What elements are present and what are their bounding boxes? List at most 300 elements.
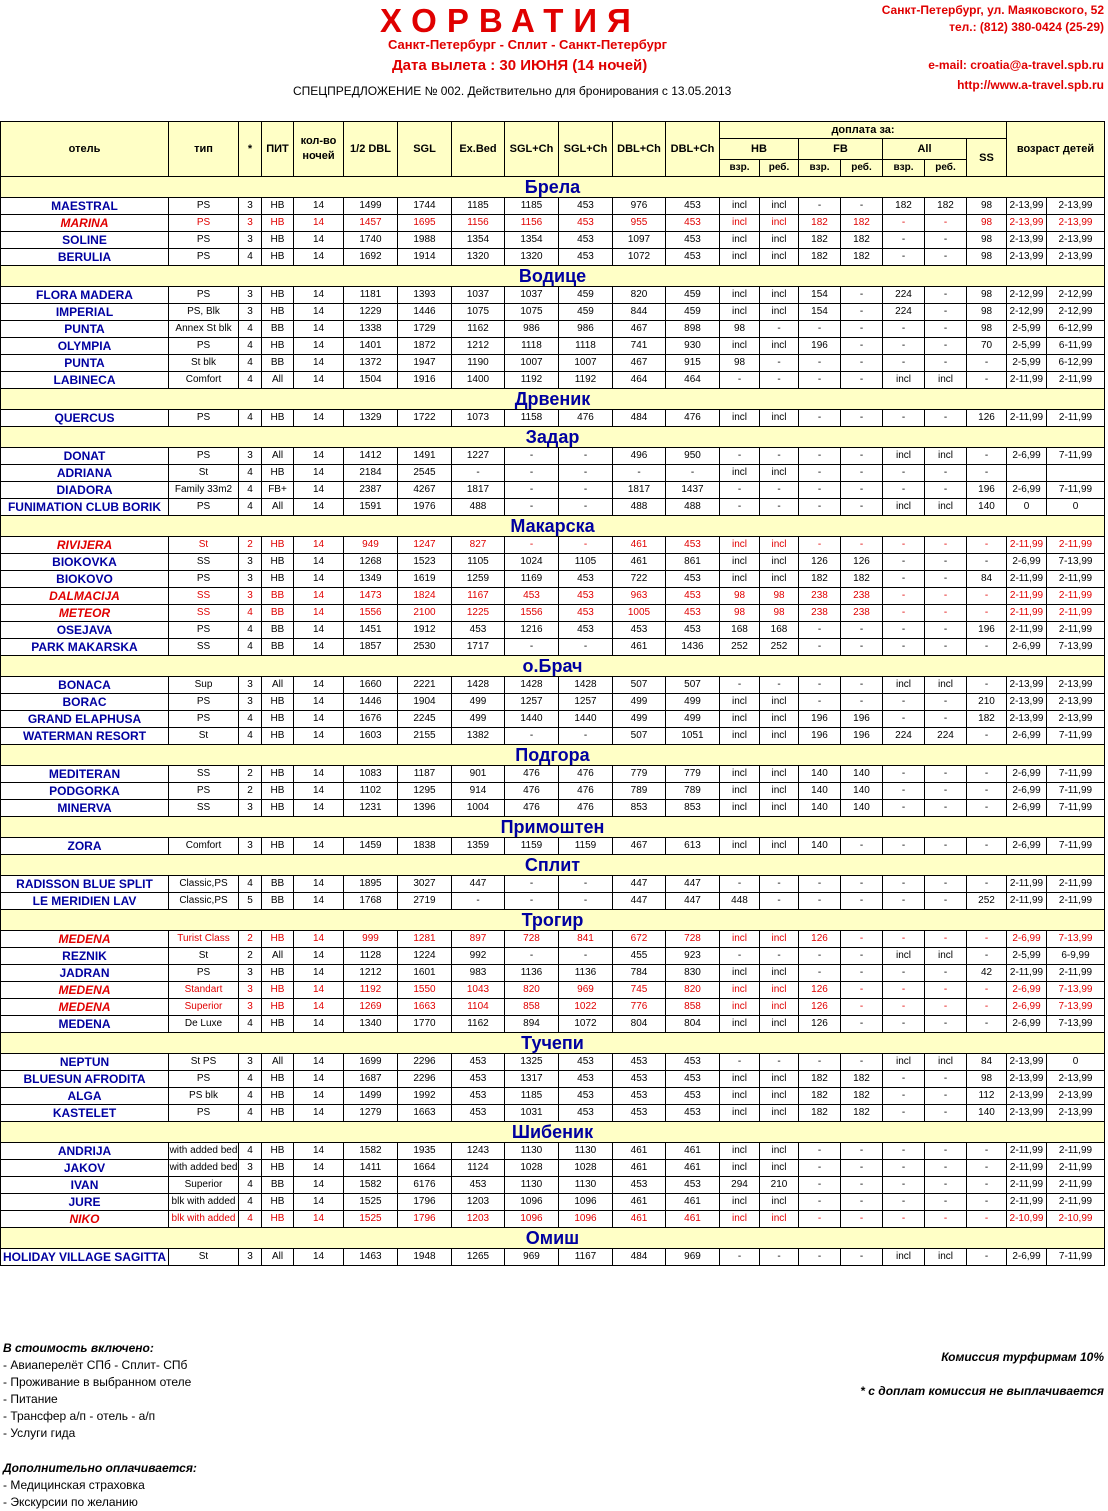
hotel-row: [1, 893, 1105, 910]
all-child: -: [925, 232, 967, 249]
fb-child: 238: [841, 605, 883, 622]
price-sgl: 2245: [398, 711, 452, 728]
all-adult: -: [883, 1016, 925, 1033]
region-row: [1, 516, 1105, 537]
phone: тел.: (812) 380-0424 (25-29): [949, 20, 1104, 34]
price-dbl-ch-1: 672: [613, 931, 666, 948]
price-sgl: 2296: [398, 1054, 452, 1071]
price-sgl-ch-2: 453: [559, 1088, 613, 1105]
hotel-name: METEOR: [1, 605, 169, 622]
hotel-name: BIOKOVO: [1, 571, 169, 588]
price-exbed: 1203: [452, 1194, 505, 1211]
hotel-name: MEDENA: [1, 982, 169, 999]
price-dbl-ch-2: 779: [666, 766, 720, 783]
nights: 14: [294, 1105, 344, 1122]
price-sgl-ch-1: 858: [505, 999, 559, 1016]
price-exbed: 827: [452, 537, 505, 554]
region-row: [1, 427, 1105, 448]
price-dbl-ch-1: 499: [613, 711, 666, 728]
price-sgl: 1663: [398, 999, 452, 1016]
website-link[interactable]: http://www.a-travel.spb.ru: [957, 78, 1104, 92]
all-adult: incl: [883, 677, 925, 694]
child-age-1: 2-13,99: [1007, 1071, 1047, 1088]
departure-date: Дата вылета : 30 ИЮНЯ (14 ночей): [392, 57, 648, 74]
ss: -: [967, 465, 1007, 482]
fb-adult: 154: [799, 304, 841, 321]
all-adult: incl: [883, 948, 925, 965]
price-half-dbl: 1401: [344, 338, 398, 355]
hb-adult: incl: [720, 215, 760, 232]
meal: All: [262, 1054, 294, 1071]
price-dbl-ch-1: 507: [613, 677, 666, 694]
fb-adult: -: [799, 372, 841, 389]
region-name: Шибеник: [1, 1122, 1105, 1143]
meal: HB: [262, 198, 294, 215]
price-sgl-ch-1: 1156: [505, 215, 559, 232]
meal: HB: [262, 1105, 294, 1122]
region-row: [1, 266, 1105, 287]
fb-adult: -: [799, 465, 841, 482]
price-sgl-ch-1: 453: [505, 588, 559, 605]
room-type: Standart: [169, 982, 239, 999]
all-adult: incl: [883, 372, 925, 389]
child-age-2: 7-13,99: [1047, 1016, 1105, 1033]
price-sgl: 1914: [398, 249, 452, 266]
price-dbl-ch-1: 722: [613, 571, 666, 588]
price-sgl: 1446: [398, 304, 452, 321]
meal: HB: [262, 711, 294, 728]
price-sgl: 2100: [398, 605, 452, 622]
price-dbl-ch-1: 1817: [613, 482, 666, 499]
room-type: PS: [169, 215, 239, 232]
price-sgl-ch-2: 1192: [559, 372, 613, 389]
fb-child: -: [841, 876, 883, 893]
price-dbl-ch-1: 779: [613, 766, 666, 783]
ss: 98: [967, 287, 1007, 304]
room-type: SS: [169, 766, 239, 783]
price-dbl-ch-2: 453: [666, 1177, 720, 1194]
hotel-name: SOLINE: [1, 232, 169, 249]
price-sgl-ch-2: 453: [559, 1105, 613, 1122]
fb-adult: 126: [799, 1016, 841, 1033]
hotel-row: [1, 321, 1105, 338]
price-half-dbl: 1660: [344, 677, 398, 694]
fb-adult: 126: [799, 999, 841, 1016]
ss: 98: [967, 321, 1007, 338]
price-dbl-ch-1: 741: [613, 338, 666, 355]
child-age-1: 2-6,99: [1007, 1016, 1047, 1033]
price-sgl: 2296: [398, 1071, 452, 1088]
price-sgl-ch-2: -: [559, 499, 613, 516]
price-dbl-ch-1: 467: [613, 838, 666, 855]
room-type: PS: [169, 232, 239, 249]
extra-item: - Экскурсии по желанию: [3, 1495, 138, 1509]
price-half-dbl: 1740: [344, 232, 398, 249]
meal: HB: [262, 537, 294, 554]
price-sgl-ch-2: 1096: [559, 1194, 613, 1211]
all-child: -: [925, 1016, 967, 1033]
hb-child: -: [760, 1054, 799, 1071]
child-age-2: 7-13,99: [1047, 639, 1105, 656]
nights: 14: [294, 982, 344, 999]
price-sgl-ch-1: 1037: [505, 287, 559, 304]
fb-child: -: [841, 639, 883, 656]
price-sgl: 1187: [398, 766, 452, 783]
price-sgl-ch-1: 1169: [505, 571, 559, 588]
price-exbed: 1265: [452, 1249, 505, 1266]
child-age-1: 2-13,99: [1007, 694, 1047, 711]
fb-child: 182: [841, 215, 883, 232]
price-half-dbl: 2387: [344, 482, 398, 499]
hb-adult: incl: [720, 982, 760, 999]
ss: 98: [967, 198, 1007, 215]
price-dbl-ch-2: 915: [666, 355, 720, 372]
price-dbl-ch-2: 830: [666, 965, 720, 982]
meal: FB+: [262, 482, 294, 499]
hotel-name: KASTELET: [1, 1105, 169, 1122]
room-type: PS: [169, 448, 239, 465]
all-adult: -: [883, 249, 925, 266]
price-sgl: 1601: [398, 965, 452, 982]
child-age-1: 2-13,99: [1007, 232, 1047, 249]
all-child: -: [925, 1194, 967, 1211]
email-link[interactable]: e-mail: croatia@a-travel.spb.ru: [928, 58, 1104, 72]
fb-child: 238: [841, 588, 883, 605]
price-sgl: 1872: [398, 338, 452, 355]
price-sgl: 2530: [398, 639, 452, 656]
price-sgl-ch-2: 459: [559, 287, 613, 304]
all-child: -: [925, 639, 967, 656]
hotel-row: [1, 232, 1105, 249]
hotel-row: [1, 249, 1105, 266]
price-dbl-ch-2: 464: [666, 372, 720, 389]
price-sgl-ch-1: 1185: [505, 1088, 559, 1105]
hb-adult: incl: [720, 1105, 760, 1122]
room-type: PS: [169, 694, 239, 711]
hotel-name: MEDENA: [1, 931, 169, 948]
stars: 4: [239, 711, 262, 728]
hb-adult: -: [720, 372, 760, 389]
fb-adult: 182: [799, 249, 841, 266]
meal: All: [262, 499, 294, 516]
all-adult: -: [883, 321, 925, 338]
stars: 3: [239, 554, 262, 571]
nights: 14: [294, 1160, 344, 1177]
ss: -: [967, 588, 1007, 605]
child-age-1: 2-11,99: [1007, 1177, 1047, 1194]
hb-adult: -: [720, 677, 760, 694]
price-exbed: 1162: [452, 1016, 505, 1033]
hb-adult: 252: [720, 639, 760, 656]
price-dbl-ch-2: 923: [666, 948, 720, 965]
region-name: Подгора: [1, 745, 1105, 766]
stars: 4: [239, 1071, 262, 1088]
price-exbed: 1382: [452, 728, 505, 745]
fb-child: -: [841, 1016, 883, 1033]
hotel-name: REZNIK: [1, 948, 169, 965]
stars: 3: [239, 198, 262, 215]
fb-adult: -: [799, 677, 841, 694]
fb-child: -: [841, 1211, 883, 1228]
child-age-2: 7-13,99: [1047, 982, 1105, 999]
price-sgl-ch-1: 1185: [505, 198, 559, 215]
hb-adult: incl: [720, 965, 760, 982]
price-sgl-ch-1: 728: [505, 931, 559, 948]
price-sgl-ch-1: 1007: [505, 355, 559, 372]
fb-adult: 196: [799, 711, 841, 728]
price-sgl-ch-1: 1317: [505, 1071, 559, 1088]
ss: -: [967, 783, 1007, 800]
nights: 14: [294, 537, 344, 554]
child-age-2: 7-13,99: [1047, 931, 1105, 948]
room-type: PS: [169, 249, 239, 266]
included-item: - Авиаперелёт СПб - Сплит- СПб: [3, 1358, 188, 1372]
hotel-name: OSEJAVA: [1, 622, 169, 639]
price-sgl-ch-2: 476: [559, 766, 613, 783]
all-child: -: [925, 711, 967, 728]
price-half-dbl: 1229: [344, 304, 398, 321]
hotel-row: [1, 355, 1105, 372]
child-age-1: [1007, 465, 1047, 482]
price-half-dbl: 1556: [344, 605, 398, 622]
room-type: SS: [169, 605, 239, 622]
price-sgl-ch-2: -: [559, 728, 613, 745]
child-age-1: 2-11,99: [1007, 876, 1047, 893]
fb-child: -: [841, 482, 883, 499]
fb-child: 126: [841, 554, 883, 571]
price-sgl-ch-1: 476: [505, 766, 559, 783]
hotel-name: FLORA MADERA: [1, 287, 169, 304]
price-exbed: 1162: [452, 321, 505, 338]
stars: 5: [239, 893, 262, 910]
price-dbl-ch-2: 1051: [666, 728, 720, 745]
child-age-2: 2-11,99: [1047, 893, 1105, 910]
price-sgl: 1695: [398, 215, 452, 232]
hb-child: -: [760, 1249, 799, 1266]
price-half-dbl: 1582: [344, 1177, 398, 1194]
fb-child: 182: [841, 232, 883, 249]
all-adult: -: [883, 537, 925, 554]
stars: 4: [239, 1177, 262, 1194]
hb-adult: 168: [720, 622, 760, 639]
hotel-name: FUNIMATION CLUB BORIK: [1, 499, 169, 516]
child-age-2: 2-13,99: [1047, 198, 1105, 215]
nights: 14: [294, 571, 344, 588]
hb-adult: incl: [720, 766, 760, 783]
hb-child: incl: [760, 1016, 799, 1033]
room-type: De Luxe: [169, 1016, 239, 1033]
price-sgl-ch-2: -: [559, 893, 613, 910]
price-sgl-ch-1: 1136: [505, 965, 559, 982]
price-sgl-ch-1: -: [505, 482, 559, 499]
hotel-row: [1, 571, 1105, 588]
hotel-name: IVAN: [1, 1177, 169, 1194]
col-meal: ПИТ: [262, 122, 294, 177]
price-half-dbl: 1349: [344, 571, 398, 588]
price-exbed: 914: [452, 783, 505, 800]
price-dbl-ch-1: 461: [613, 639, 666, 656]
meal: HB: [262, 1088, 294, 1105]
fb-child: 196: [841, 728, 883, 745]
price-sgl-ch-1: 1440: [505, 711, 559, 728]
nights: 14: [294, 838, 344, 855]
ss: 210: [967, 694, 1007, 711]
ss: 112: [967, 1088, 1007, 1105]
hotel-name: PUNTA: [1, 321, 169, 338]
hb-child: incl: [760, 1160, 799, 1177]
all-adult: -: [883, 838, 925, 855]
hotel-name: BLUESUN AFRODITA: [1, 1071, 169, 1088]
price-sgl-ch-2: -: [559, 639, 613, 656]
fb-child: -: [841, 694, 883, 711]
room-type: Comfort: [169, 372, 239, 389]
ss: 84: [967, 571, 1007, 588]
hotel-row: [1, 876, 1105, 893]
price-half-dbl: 1269: [344, 999, 398, 1016]
child-age-2: 2-11,99: [1047, 571, 1105, 588]
hb-adult: -: [720, 482, 760, 499]
room-type: blk with added: [169, 1194, 239, 1211]
nights: 14: [294, 999, 344, 1016]
price-sgl: 1947: [398, 355, 452, 372]
price-sgl-ch-2: 453: [559, 232, 613, 249]
price-dbl-ch-1: 461: [613, 554, 666, 571]
hb-adult: -: [720, 499, 760, 516]
stars: 4: [239, 499, 262, 516]
fb-adult: -: [799, 1194, 841, 1211]
all-child: -: [925, 694, 967, 711]
all-child: -: [925, 249, 967, 266]
hb-child: -: [760, 448, 799, 465]
hotel-name: ANDRIJA: [1, 1143, 169, 1160]
price-half-dbl: 1699: [344, 1054, 398, 1071]
included-item: - Услуги гида: [3, 1426, 76, 1440]
all-adult: incl: [883, 1249, 925, 1266]
stars: 4: [239, 410, 262, 427]
price-dbl-ch-2: 898: [666, 321, 720, 338]
hotel-row: [1, 304, 1105, 321]
nights: 14: [294, 482, 344, 499]
meal: HB: [262, 554, 294, 571]
all-child: -: [925, 1088, 967, 1105]
hotel-row: [1, 1054, 1105, 1071]
price-sgl-ch-2: 476: [559, 783, 613, 800]
meal: HB: [262, 1211, 294, 1228]
price-sgl: 1224: [398, 948, 452, 965]
price-half-dbl: 1463: [344, 1249, 398, 1266]
hotel-name: MEDITERAN: [1, 766, 169, 783]
all-adult: -: [883, 215, 925, 232]
fb-child: 182: [841, 1071, 883, 1088]
price-sgl-ch-2: 453: [559, 1054, 613, 1071]
all-child: -: [925, 537, 967, 554]
fb-adult: 140: [799, 800, 841, 817]
price-sgl-ch-1: 1320: [505, 249, 559, 266]
ss: 140: [967, 1105, 1007, 1122]
all-adult: -: [883, 1105, 925, 1122]
stars: 4: [239, 321, 262, 338]
price-half-dbl: 1768: [344, 893, 398, 910]
all-adult: -: [883, 338, 925, 355]
hotel-row: [1, 372, 1105, 389]
price-half-dbl: 2184: [344, 465, 398, 482]
price-exbed: 453: [452, 1054, 505, 1071]
price-half-dbl: 999: [344, 931, 398, 948]
route-text: Санкт-Петербург - Сплит - Санкт-Петербург: [388, 37, 668, 52]
price-sgl: 1664: [398, 1160, 452, 1177]
hb-child: incl: [760, 537, 799, 554]
hb-child: incl: [760, 1088, 799, 1105]
all-adult: -: [883, 982, 925, 999]
price-half-dbl: 1338: [344, 321, 398, 338]
col-stars: *: [239, 122, 262, 177]
ss: -: [967, 605, 1007, 622]
nights: 14: [294, 893, 344, 910]
price-sgl-ch-2: -: [559, 948, 613, 965]
child-age-1: 2-5,99: [1007, 338, 1047, 355]
child-age-1: 2-11,99: [1007, 571, 1047, 588]
hotel-row: [1, 1105, 1105, 1122]
hotel-name: ADRIANA: [1, 465, 169, 482]
price-sgl-ch-2: 1428: [559, 677, 613, 694]
fb-adult: -: [799, 622, 841, 639]
hotel-name: HOLIDAY VILLAGE SAGITTA: [1, 1249, 169, 1266]
meal: HB: [262, 965, 294, 982]
price-dbl-ch-2: 858: [666, 999, 720, 1016]
nights: 14: [294, 1088, 344, 1105]
child-age-2: 7-13,99: [1047, 554, 1105, 571]
nights: 14: [294, 287, 344, 304]
price-dbl-ch-2: 453: [666, 1105, 720, 1122]
price-exbed: 1073: [452, 410, 505, 427]
all-child: -: [925, 1211, 967, 1228]
price-sgl-ch-1: 1130: [505, 1177, 559, 1194]
fb-child: -: [841, 931, 883, 948]
room-type: Annex St blk: [169, 321, 239, 338]
price-dbl-ch-1: 467: [613, 321, 666, 338]
child-age-1: 2-12,99: [1007, 287, 1047, 304]
hb-adult: -: [720, 448, 760, 465]
price-sgl: 1523: [398, 554, 452, 571]
price-half-dbl: 1329: [344, 410, 398, 427]
hotel-row: [1, 1194, 1105, 1211]
hotel-name: WATERMAN RESORT: [1, 728, 169, 745]
stars: 3: [239, 287, 262, 304]
hb-adult: 98: [720, 588, 760, 605]
price-dbl-ch-1: 488: [613, 499, 666, 516]
price-exbed: 1185: [452, 198, 505, 215]
hotel-name: QUERCUS: [1, 410, 169, 427]
price-sgl-ch-2: 1159: [559, 838, 613, 855]
fb-adult: -: [799, 1143, 841, 1160]
col-dbl-ch-1: DBL+Ch: [613, 122, 666, 177]
hb-child: incl: [760, 931, 799, 948]
all-adult: -: [883, 1088, 925, 1105]
child-age-1: 2-11,99: [1007, 372, 1047, 389]
fb-child: -: [841, 677, 883, 694]
price-dbl-ch-1: 804: [613, 1016, 666, 1033]
price-sgl: 1935: [398, 1143, 452, 1160]
fb-adult: 196: [799, 338, 841, 355]
all-child: -: [925, 465, 967, 482]
price-sgl-ch-1: 1028: [505, 1160, 559, 1177]
hb-child: incl: [760, 571, 799, 588]
fb-adult: -: [799, 1211, 841, 1228]
ss: -: [967, 931, 1007, 948]
room-type: Superior: [169, 999, 239, 1016]
nights: 14: [294, 766, 344, 783]
hb-child: -: [760, 372, 799, 389]
